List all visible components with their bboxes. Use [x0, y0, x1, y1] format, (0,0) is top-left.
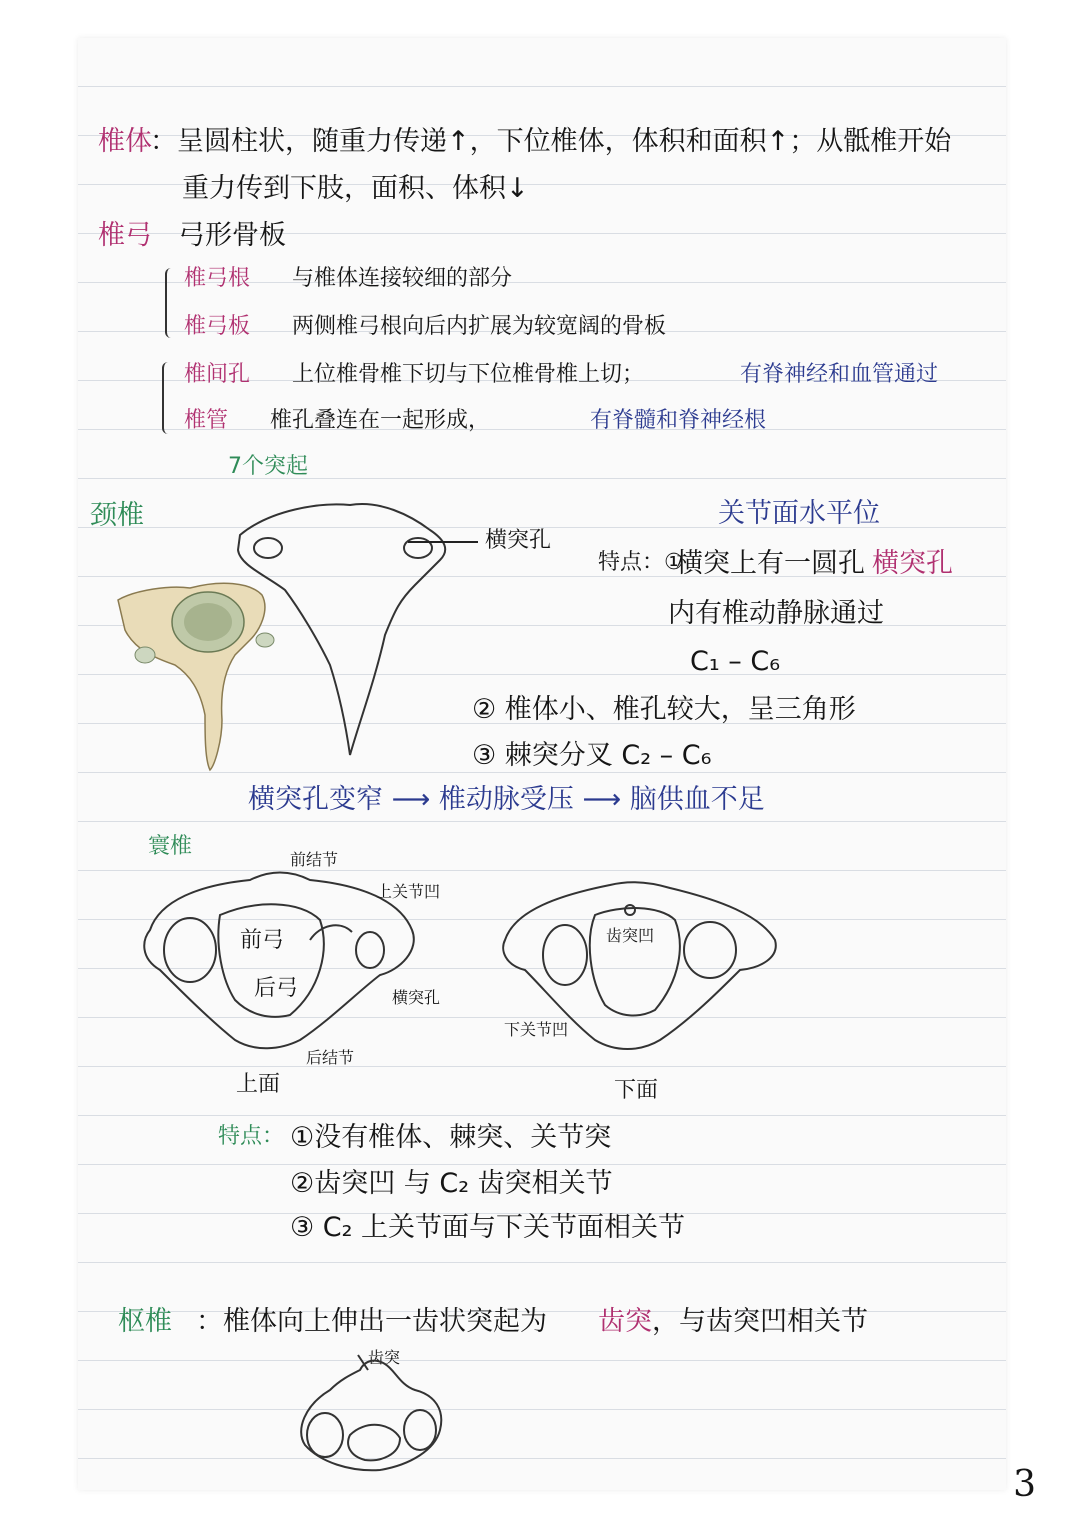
atlas-label-posterior-tubercle: 后结节 — [306, 1048, 355, 1067]
cervical-clinical-note: 横突孔变窄 ⟶ 椎动脉受压 ⟶ 脑供血不足 — [248, 784, 765, 815]
axis-label-dens: 齿突 — [368, 1348, 401, 1367]
term-vertebral-body: 椎体 — [98, 126, 152, 157]
cervical-feature2: ② 椎体小、椎孔较大，呈三角形 — [472, 694, 856, 725]
atlas-caption-superior: 上面 — [236, 1072, 281, 1097]
term-pedicle: 椎弓根 — [184, 266, 251, 291]
cervical-range1: C₁ – C₆ — [690, 646, 781, 677]
axis-drawing — [250, 1350, 550, 1500]
atlas-feature2: ②齿突凹 与 C₂ 齿突相关节 — [290, 1168, 613, 1199]
label-transverse-foramen: 横突孔 — [485, 528, 552, 553]
cervical-feature3: ③ 棘突分叉 C₂ – C₆ — [472, 740, 712, 771]
vertebral-body-line1: ：呈圆柱状，随重力传递↑，下位椎体，体积和面积↑；从骶椎开始 — [150, 126, 952, 157]
page-number: 3 — [1013, 1464, 1036, 1505]
atlas-label-posterior-arch: 后弓 — [254, 976, 299, 1001]
seven-processes: 7个突起 — [228, 454, 308, 479]
brace-upper — [165, 268, 177, 338]
vertebral-body-line2: 重力传到下肢，面积、体积↓ — [182, 173, 529, 204]
term-intervertebral-foramen: 椎间孔 — [184, 362, 251, 387]
heading-cervical: 颈椎 — [90, 500, 144, 531]
brace-lower — [162, 362, 174, 434]
cervical-note-facet: 关节面水平位 — [718, 498, 880, 529]
atlas-feature3: ③ C₂ 上关节面与下关节面相关节 — [290, 1212, 686, 1243]
axis-text-dens: 齿突 — [598, 1306, 652, 1337]
heading-atlas: 寰椎 — [148, 834, 193, 859]
atlas-caption-inferior: 下面 — [614, 1078, 659, 1103]
term-vertebral-arch: 椎弓 — [98, 220, 152, 251]
cervical-colored-figure — [118, 583, 274, 770]
intervertebral-foramen-contents: 有脊神经和血管通过 — [740, 362, 939, 387]
term-lamina: 椎弓板 — [184, 314, 251, 339]
cervical-feature1-a: 横突上有一圆孔 — [676, 548, 865, 579]
atlas-label-transverse-foramen: 横突孔 — [392, 988, 441, 1007]
atlas-label-anterior-tubercle: 前结节 — [290, 850, 339, 869]
atlas-superior-view — [144, 873, 414, 1049]
vertebral-arch-desc: 弓形骨板 — [178, 220, 286, 251]
cervical-feature1-c: 内有椎动静脉通过 — [668, 598, 884, 629]
vertebral-canal-text: 椎孔叠连在一起形成， — [270, 408, 491, 433]
cervical-features-prefix: 特点：① — [598, 550, 684, 575]
axis-text-c: ，与齿突凹相关节 — [652, 1306, 868, 1337]
cervical-feature1-b: 横突孔 — [872, 548, 953, 579]
atlas-label-superior-facet: 上关节凹 — [376, 882, 441, 901]
axis-text-a: ：椎体向上伸出一齿状突起为 — [196, 1306, 547, 1337]
term-vertebral-canal: 椎管 — [184, 408, 229, 433]
atlas-label-inferior-facet: 下关节凹 — [504, 1020, 569, 1039]
atlas-feature1: ①没有椎体、棘突、关节突 — [290, 1122, 612, 1153]
atlas-label-dens-facet: 齿突凹 — [606, 926, 655, 945]
atlas-features-label: 特点： — [218, 1124, 285, 1149]
lamina-text: 两侧椎弓根向后内扩展为较宽阔的骨板 — [292, 314, 667, 339]
heading-axis: 枢椎 — [118, 1306, 172, 1337]
vertebral-canal-contents: 有脊髓和脊神经根 — [590, 408, 767, 433]
pedicle-text: 与椎体连接较细的部分 — [292, 266, 513, 291]
intervertebral-foramen-text: 上位椎骨椎下切与下位椎骨椎上切； — [292, 362, 645, 387]
atlas-label-anterior-arch: 前弓 — [240, 928, 285, 953]
atlas-drawings — [0, 840, 1080, 1103]
